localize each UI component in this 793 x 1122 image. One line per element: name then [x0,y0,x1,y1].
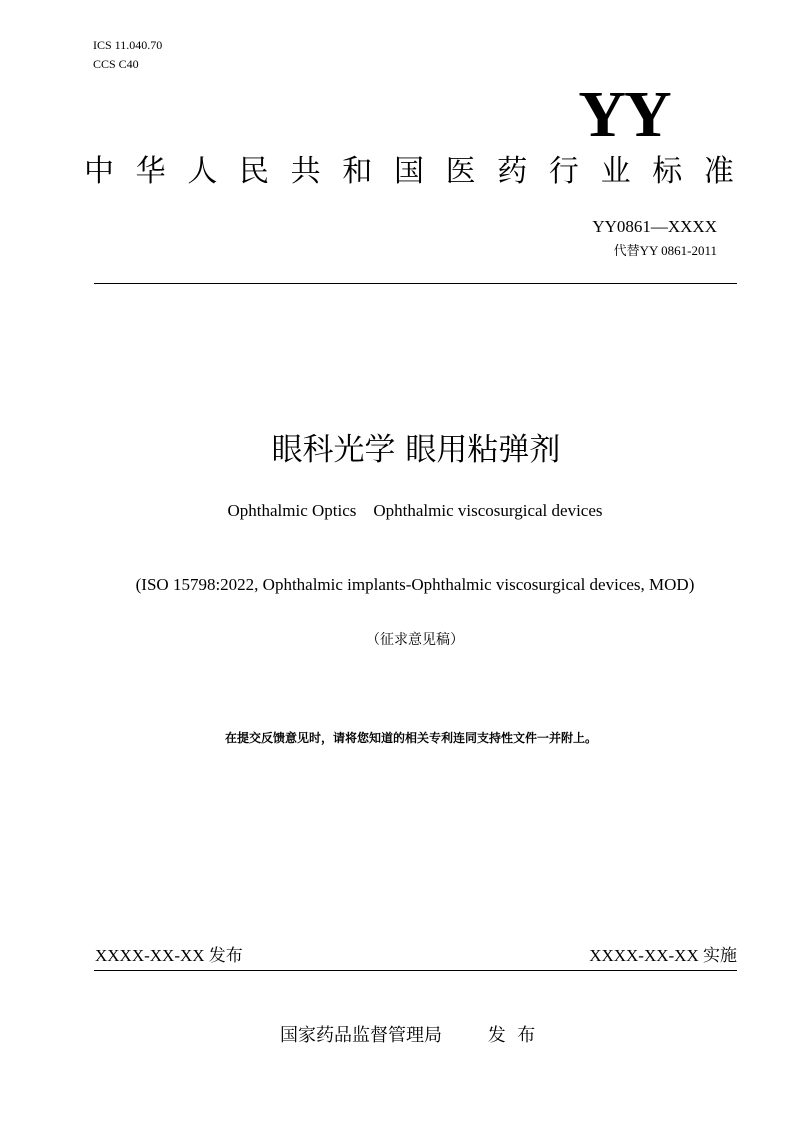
standard-title-char: 业 [600,154,631,189]
standard-title-char: 民 [238,154,269,189]
document-title-cn: 眼科光学 眼用粘弹剂 [271,432,561,468]
publish-date: XXXX-XX-XX 发布 [95,946,243,965]
standard-title-char: 共 [290,154,321,189]
ics-code: ICS 11.040.70 [93,38,163,52]
standard-title-char: 华 [135,154,166,189]
footer-divider [94,970,737,971]
ccs-code: CCS C40 [93,57,139,71]
standard-title-char: 中 [84,154,114,189]
standard-title-char: 和 [342,154,373,189]
iso-reference: (ISO 15798:2022, Ophthalmic implants-Ophthalmic viscosurgical devices, MOD) [135,575,695,594]
yy-logo: YY [578,78,670,151]
standard-title-char: 行 [548,154,579,189]
header-divider [94,283,737,284]
standard-title-char: 国 [393,154,424,189]
standard-title-char: 人 [187,154,218,189]
document-title-en: Ophthalmic Optics Ophthalmic viscosurgical devices [227,501,603,520]
standard-title-char: 药 [497,154,528,189]
standard-title-char: 准 [703,154,734,189]
standard-title-char: 标 [652,154,683,189]
draft-status: （征求意见稿） [366,633,464,648]
replaces-standard: 代替YY 0861-2011 [613,243,717,258]
patent-notice: 在提交反馈意见时，请将您知道的相关专利连同支持性文件一并附上。 [224,731,597,745]
implementation-date: XXXX-XX-XX 实施 [589,946,737,965]
issuing-authority: 国家药品监督管理局 发 布 [280,1025,536,1046]
standard-title-char: 医 [445,154,476,189]
standard-title [84,152,734,192]
standard-number: YY0861—XXXX [592,217,717,236]
